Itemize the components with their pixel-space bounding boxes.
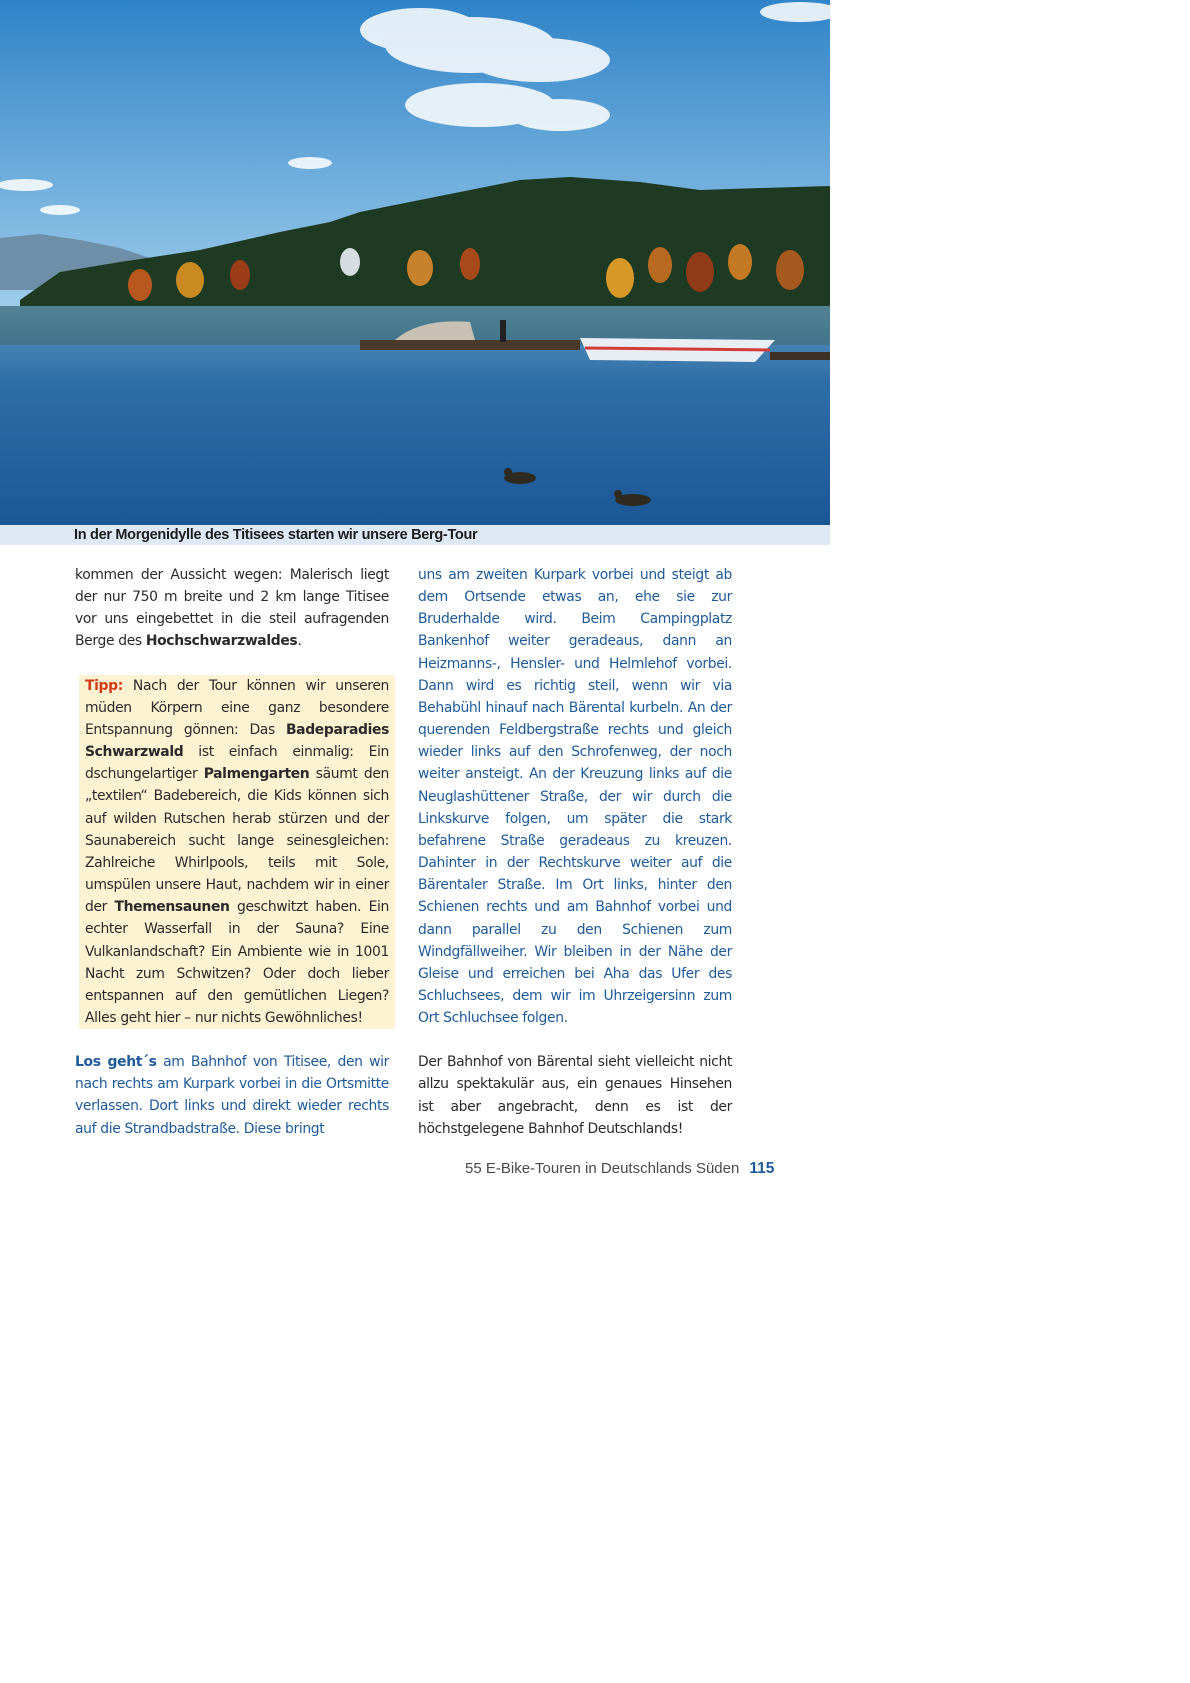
lake-titisee-photo: [0, 0, 830, 525]
caption-bar: [0, 525, 830, 545]
route-paragraph-continued: uns am zweiten Kurpark vorbei und steigt ab dem Ortsende etwas an, ehe sie zur Bruderhalde wird. Beim Campingplatz Bankenhof weiter geradeaus, dann an Heizmanns-, Hensler- und Helmlehof vorbei. Dann wird es richtig steil, wenn wir via Behabühl hinauf nach Bärental kurbeln. An der querenden Feldbergstraße rechts und gleich wieder links auf den Schrofenweg, der noch weiter ansteigt. An der Kreuzung links auf die Neuglashüttener Straße, der wir durch die Linkskurve folgen, um später die stark befahrene Straße geradeaus zu kreuzen. Dahinter in der Rechtskurve weiter auf die Bärentaler Straße. Im Ort links, hinter den Schienen rechts und am Bahnhof vorbei und dann parallel zu den Schienen zum Windgfällweiher. Wir bleiben in der Nähe der Gleise und erreichen bei Aha das Ufer des Schluchsees, dem wir im Uhrzeigersinn zum Ort Schluchsee folgen.: [418, 567, 732, 1027]
intro-paragraph: [75, 564, 389, 653]
intro-text: kommen der Aussicht wegen: Malerisch liegt der nur 750 m breite und 2 km lange Titisee vor uns eingebettet in die steil aufragenden Berge des: [75, 567, 389, 650]
tip-bold-1: Badeparadies Schwarzwald: [85, 721, 389, 761]
tip-text-1: Nach der Tour können wir unseren müden Körpern eine ganz besondere Entspannung gönnen: Das: [85, 677, 389, 738]
tip-text-3: säumt den „textilen“ Badebereich, die Kids können sich auf wilden Rutschen herab stürzen und der Saunabereich sucht lange seinesgleichen: Zahlreiche Whirlpools, teils mit Sole, umspülen unsere Haut, nachdem wir in einer der: [85, 766, 389, 916]
closing-paragraph: Der Bahnhof von Bärental sieht vielleicht nicht allzu spektakulär aus, ein genaues Hinsehen ist aber angebracht, denn es ist der höchstgelegene Bahnhof Deutschlands!: [418, 1054, 732, 1137]
intro-bold-text: Hochschwarzwaldes: [145, 633, 298, 650]
tip-bold-2: Palmengarten: [203, 766, 310, 783]
left-column: [75, 564, 389, 1140]
intro-end-text: .: [297, 633, 302, 650]
right-column: [418, 564, 732, 1140]
route-text-left: am Bahnhof von Titisee, den wir nach rechts am Kurpark vorbei in die Ortsmitte verlassen. Dort links und direkt wieder rechts auf die Strandbadstraße. Diese bringt: [75, 1054, 390, 1137]
page-number: 115: [749, 1160, 775, 1177]
tip-text-2: ist einfach einmalig: Ein dschungelartiger: [85, 744, 389, 783]
tip-text-4: geschwitzt haben. Ein echter Wasserfall in der Sauna? Eine Vulkanlandschaft? Ein Ambiente wie in 1001 Nacht zum Schwitzen? Oder doch lieber entspannen auf den gemütlichen Liegen? Alles geht hier – nur nichts Gewöhnliches!: [85, 899, 389, 1026]
lake-landscape-illustration: [0, 0, 830, 525]
tip-paragraph: [85, 675, 389, 1030]
tip-box: [79, 675, 395, 1030]
tip-bold-3: Themensaunen: [114, 899, 230, 916]
route-bold-label: Los geht´s: [75, 1054, 157, 1071]
book-title: 55 E-Bike-Touren in Deutschlands Süden: [465, 1160, 740, 1177]
photo-caption: In der Morgenidylle des Titisees starten wir unsere Berg-Tour: [74, 527, 478, 543]
page-footer: [465, 1160, 774, 1178]
tip-label: Tipp:: [85, 677, 123, 694]
route-paragraph-start: [75, 1051, 389, 1140]
